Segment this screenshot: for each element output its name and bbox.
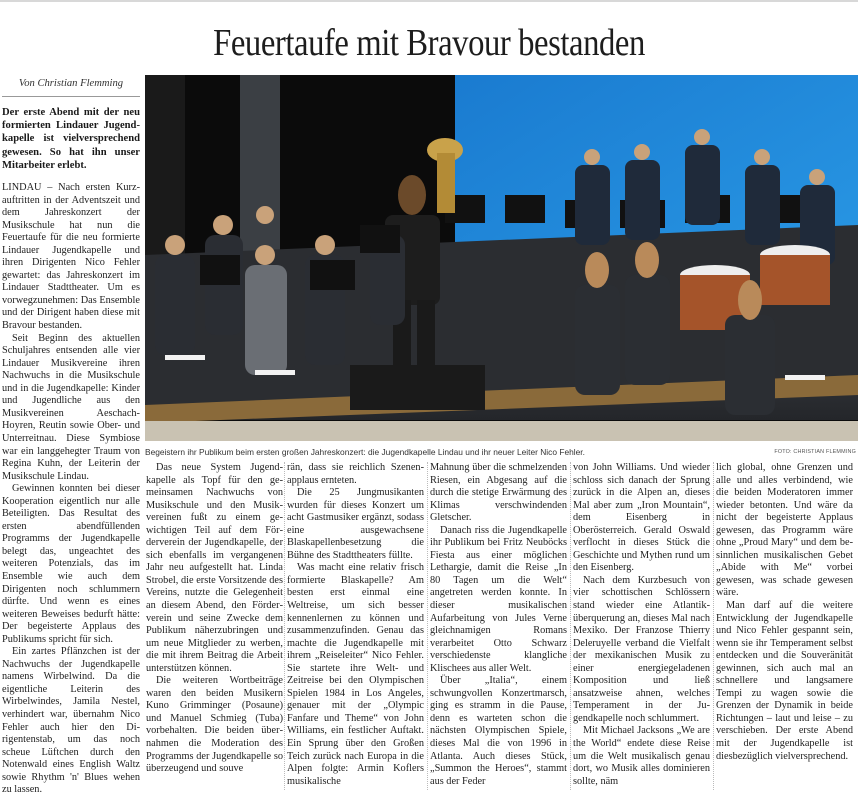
- paragraph: Seit Beginn des aktuellen Schuljahres entsenden alle vier Lindauer Musikvereine ihren Nachwuchs in die Musikschule und in die Jugendkapelle: Kinder und Jugendliche aus den Musikvereinen Aeschach-Hoyren, Reutin sowie Ober- und Unterreitnau. Diese Symbiose war ein langgehegter Traum von Regina Kuhn, der Leiterin der Musikschule Lindau.: [2, 332, 140, 482]
- body-column-4: [573, 462, 710, 788]
- column-divider: [284, 462, 285, 790]
- body-column-lead: [2, 182, 140, 797]
- article-headline: Feuertaufe mit Bravour bestanden: [213, 22, 645, 64]
- column-divider: [427, 462, 428, 790]
- paragraph: von John Williams. Und wieder schloss sich danach der Sprung zurück in die Alpen an, dieses Mal aber zum „Iron Mountain“, dem Eisenberg in Oberösterreich. Gerald Oswald verflocht in dieses Stück die Geschichte und Mythen rund um den Eisenberg.: [573, 462, 710, 574]
- body-column-2: [287, 462, 424, 788]
- concert-photo: [145, 75, 858, 441]
- paragraph: rän, dass sie reichlich Szenenapplaus ernteten.: [287, 462, 424, 486]
- byline: Von Christian Flemming: [2, 77, 140, 97]
- paragraph: lich global, ohne Grenzen und alle und alles verbindend, wie die beiden Moderatoren immer wieder betonten. Und wäre da nicht der begeisterte Applaus gewesen, das Programm wäre ohne „Proud Mary“ und dem besinnlichen musikalischen Gebet „Abide with Me“ vorbei gewesen, was schade gewesen wäre.: [716, 462, 853, 599]
- paragraph: Mahnung über die schmelzenden Riesen, ein Abgesang auf die durch die stetige Erwärmung des Klimas verschwindenden Gletscher.: [430, 462, 567, 524]
- column-divider: [713, 462, 714, 790]
- paragraph: Die 25 Jungmusikanten wurden für dieses Konzert um acht Gastmusiker ergänzt, sodass eine ausgewachsene Blaskapellenbesetzung die Bühne des Stadttheaters füllte.: [287, 487, 424, 561]
- body-column-3: [430, 462, 567, 788]
- lead-column: [2, 77, 140, 797]
- paragraph: Ein zartes Pflänzchen ist der Nachwuchs der Jugendkapelle namens Wirbelwind. Da die eigentliche Leiterin des Wirbelwindes, Jamila Nestel, verhindert war, übernahm Nico Fehler auch hier den Dirigentenstab, um das noch scheue Lüftchen durch den Notenwald eines English Waltz sowie Rhythm 'n' Blues wehen zu lassen.: [2, 646, 140, 796]
- photo-illustration: [145, 75, 858, 441]
- body-column-1: [146, 462, 283, 776]
- paragraph: Was macht eine relativ frisch formierte Blaskapelle? Am besten erst einmal eine Weltreise, um sich besser kennenlernen zu können und zusammenzufinden. Genau das machte die Jugendkapelle mit ihrem „Reiseleiter“ Nico Fehler. Sie startete ihre Welt- und Zeitreise bei den Olympischen Spielen 1984 in Los Angeles, genauer mit der „Olympic Fanfare und Theme“ von John Williams, ein festlicher Auftakt. Ein Sprung über den Großen Teich zurück nach Europa in die Alpen folgte: Armin Koflers musikalische: [287, 562, 424, 787]
- paragraph: Man darf auf die weitere Entwicklung der Jugendkapelle und Nico Fehler gespannt sein, wenn sie ihr Temperament selbst entdecken und die Souveränität gewinnen, sich auch mal an schnellere und langsamere Tempi zu wagen sowie die Grenzen der Dynamik in beide Richtungen – laut und leise – zu verschieben. Der erste Abend mit der Jugendkapelle ist diesbezüglich vielversprechend.: [716, 600, 853, 762]
- paragraph: Das neue System Jugendkapelle als Topf für den gemeinsamen Nachwuchs von Musikschule und den Musikvereinen fußt zu einem gewichtigen Teil auf dem Förderverein der Jugendkapelle, der sich ebenfalls im vergangenen Jahr neu aufgestellt hat. Linda Strobel, die erste Vorsitzende des Vereins, nutzte die Gelegenheit an diesem Abend, den Förderverein und seine Zwecke dem Publikum näherzubringen und um neue Mitglieder zu werben, die mit ihrem Beitrag die Arbeit unterstützen können.: [146, 462, 283, 674]
- paragraph: Über „Italia“, einem schwungvollen Konzertmarsch, ging es stramm in die Pause, denn es warteten schon die nächsten Olympischen Spiele, dieses Mal die von 1996 in Atlanta. Auch dieses Stück, „Summon the Heroes“, stammt aus der Feder: [430, 675, 567, 787]
- paragraph: Danach riss die Jugendkapelle ihr Publikum bei Fritz Neuböcks Fiesta aus einer möglichen Lethargie, damit die Reise „In 80 Tagen um die Welt“ angetreten werden konnte. In dieser musikalischen Aufarbeitung von Jules Verne gleichnamigen Romans verarbeitet Otto Schwarz verschiedenste klangliche Klischees aus aller Welt.: [430, 524, 567, 674]
- body-column-5: [716, 462, 853, 763]
- column-divider: [570, 462, 571, 790]
- paragraph: Gewinnen konnten bei dieser Kooperation eigentlich nur alle Beteiligten. Das Resultat des ersten abendfüllenden Programms der Jugendkapelle belegt das, ungeachtet des weiteren Potenzials, das im Ensemble wie auch dem Dirigenten noch schlummern dürfte. Und wenn es eines weiteren Beweises bedurft hätte: Der begeisterte Applaus des Publikums spricht für sich.: [2, 483, 140, 645]
- top-rule: [0, 0, 858, 2]
- photo-credit: FOTO: CHRISTIAN FLEMMING: [774, 449, 856, 455]
- paragraph: Nach dem Kurzbesuch von vier schottischen Schlössern stand wieder eine Atlantiküberquerung an, dieses Mal nach Mexiko. Der Franzose Thierry Deleruyelle verband die Vielfalt der mexikanischen Musik zu einer energiegeladenen Komposition und ließ ansatzweise ahnen, welches Temperament in der Jugendkapelle noch schlummert.: [573, 574, 710, 724]
- photo-caption: [145, 445, 858, 459]
- article-intro: Der erste Abend mit der neu formierten Lindauer Jugendkapelle ist vielversprechend gewesen. So hat ihn unser Mitarbeiter erlebt.: [2, 107, 140, 171]
- caption-text: Begeistern ihr Publikum beim ersten großen Jahreskonzert: die Jugendkapelle Lindau und ihr neuer Leiter Nico Fehler.: [145, 447, 585, 457]
- paragraph: Die weiteren Wortbeiträge waren den beiden Musikern Kuno Grimminger (Posaune) und Manuel Schmieg (Tuba) vorbehalten. Die beiden übernahmen die Moderation des Programms der Jugendkapelle so überzeugend und souve: [146, 675, 283, 775]
- paragraph: Mit Michael Jacksons „We are the World“ endete diese Reise um die Welt musikalisch genau dort, wo Musik alles dominieren sollte, näm: [573, 725, 710, 787]
- paragraph: LINDAU – Nach ersten Kurzauftritten in der Adventszeit und dem Jahreskonzert der Musikschule hat nun die Feuertaufe für die neu formierte Lindauer Jugendkapelle und ihren Dirigenten Nico Fehler gewartet: das Jahreskonzert im Lindauer Stadttheater. Um es vorwegzunehmen: Das Ensemble und der Dirigent haben diese mit Bravour bestanden.: [2, 182, 140, 332]
